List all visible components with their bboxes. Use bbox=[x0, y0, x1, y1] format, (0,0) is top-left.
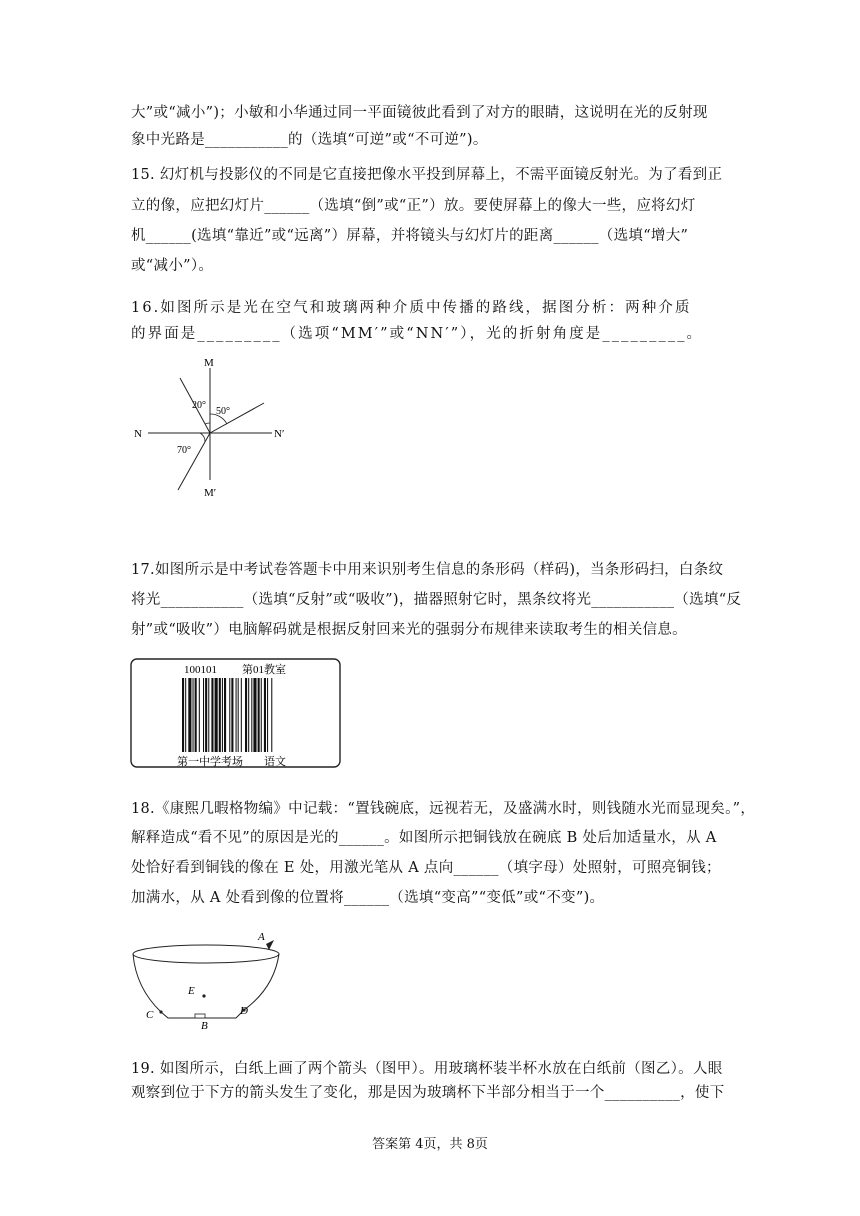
barcode-bar bbox=[195, 678, 197, 752]
barcode-bar bbox=[238, 678, 239, 752]
barcode-bar bbox=[219, 678, 221, 752]
q14-line-1: 大”或“减小”)；小敏和小华通过同一平面镜彼此看到了对方的眼睛，这说明在光的反射现 bbox=[131, 105, 708, 121]
barcode-bar bbox=[267, 678, 268, 752]
label-m-bottom: M′ bbox=[204, 487, 217, 499]
barcode-bar bbox=[188, 678, 191, 752]
barcode-bar bbox=[222, 678, 223, 752]
barcode-venue: 第一中学考场 bbox=[177, 756, 243, 768]
barcode-bar bbox=[271, 678, 272, 752]
label-m-top: M bbox=[204, 357, 214, 369]
barcode-bar bbox=[229, 678, 230, 752]
barcode-room: 第01教室 bbox=[242, 664, 286, 676]
q15-line-2: 立的像，应把幻灯片______（选填“倒”或“正”）放。要使屏幕上的像大一些，应将幻灯 bbox=[131, 198, 696, 214]
barcode-bar bbox=[236, 678, 237, 752]
barcode-bar bbox=[203, 678, 204, 752]
q15-line-4: 或“减小”）。 bbox=[131, 258, 214, 274]
barcode-number: 100101 bbox=[184, 664, 217, 676]
barcode-bar bbox=[193, 678, 194, 752]
barcode-card bbox=[130, 658, 342, 770]
bowl-diagram bbox=[128, 926, 288, 1036]
barcode-bar bbox=[215, 678, 218, 752]
point-b-label: B bbox=[201, 1020, 208, 1032]
q14-line-2: 象中光路是___________的（选填“可逆”或“不可逆”)。 bbox=[131, 132, 488, 148]
angle-50-label: 50° bbox=[216, 406, 230, 417]
q18-line-3: 处恰好看到铜钱的像在 E 处，用激光笔从 A 点向______（填字母）处照射，可照亮铜钱； bbox=[131, 860, 721, 876]
q15-line-1: 15. 幻灯机与投影仪的不同是它直接把像水平投到屏幕上，不需平面镜反射光。为了看到正 bbox=[131, 167, 723, 183]
q17-line-1: 17.如图所示是中考试卷答题卡中用来识别考生信息的条形码（样码)，当条形码扫，白条纹 bbox=[131, 562, 724, 578]
barcode-subject: 语文 bbox=[264, 756, 286, 768]
q17-line-2: 将光___________（选填“反射”或“吸收”)，描器照射它时，黑条纹将光___________（选填“反 bbox=[131, 592, 742, 608]
barcode-bar bbox=[261, 678, 262, 752]
angle-20-label: 20° bbox=[192, 400, 206, 411]
point-a-label: A bbox=[258, 931, 265, 943]
q15-line-3: 机______(选填“靠近”或“远离”）屏幕，并将镜头与幻灯片的距离______（选填“增大” bbox=[131, 228, 689, 244]
barcode-bar bbox=[258, 678, 260, 752]
barcode-bar bbox=[224, 678, 226, 752]
point-d-label: D bbox=[240, 1005, 248, 1017]
barcode-bar bbox=[264, 678, 266, 752]
q19-line-1: 19. 如图所示，白纸上画了两个箭头（图甲）。用玻璃杯装半杯水放在白纸前（图乙）。人眼 bbox=[131, 1061, 723, 1077]
angle-70-label: 70° bbox=[177, 445, 191, 456]
barcode-bar bbox=[199, 678, 200, 752]
barcode-bar bbox=[245, 678, 247, 752]
q16-line-1: 16.如图所示是光在空气和玻璃两种介质中传播的路线，据图分析：两种介质 bbox=[131, 300, 692, 316]
page-footer: 答案第 4页，共 8页 bbox=[372, 1137, 488, 1152]
refraction-diagram bbox=[128, 350, 298, 500]
barcode-bar bbox=[231, 678, 233, 752]
q18-line-4: 加满水，从 A 处看到像的位置将______（选填“变高”“变低”或“不变”)。 bbox=[131, 890, 605, 906]
barcode-bar bbox=[211, 678, 213, 752]
label-n-right: N′ bbox=[274, 428, 285, 440]
point-c-label: C bbox=[146, 1009, 154, 1021]
q19-line-2: 观察到位于下方的箭头发生了变化，那是因为玻璃杯下半部分相当于一个__________，使下 bbox=[131, 1085, 725, 1101]
barcode-bar bbox=[251, 678, 252, 752]
barcode-bar bbox=[182, 678, 184, 752]
point-e-label: E bbox=[188, 985, 195, 997]
q18-line-1: 18.《康熙几暇格物编》中记载：“置钱碗底，远视若无，及盛满水时，则钱随水光而显现矣。”， bbox=[131, 801, 756, 817]
barcode-bar bbox=[205, 678, 207, 752]
barcode-bar bbox=[185, 678, 186, 752]
q18-line-2: 解释造成“看不见”的原因是光的______。如图所示把铜钱放在碗底 B 处后加适量水，从 A bbox=[131, 830, 717, 846]
barcode-bar bbox=[253, 678, 256, 752]
q16-line-2: 的界面是_________（选项“MM′”或“NN′”），光的折射角度是_________。 bbox=[131, 326, 704, 342]
q17-line-3: 射”或“吸收”）电脑解码就是根据反射回来光的强弱分布规律来读取考生的相关信息。 bbox=[131, 622, 687, 638]
barcode-bar bbox=[248, 678, 249, 752]
label-n-left: N bbox=[134, 428, 142, 440]
barcode-bar bbox=[241, 678, 242, 752]
barcode-bar bbox=[208, 678, 209, 752]
